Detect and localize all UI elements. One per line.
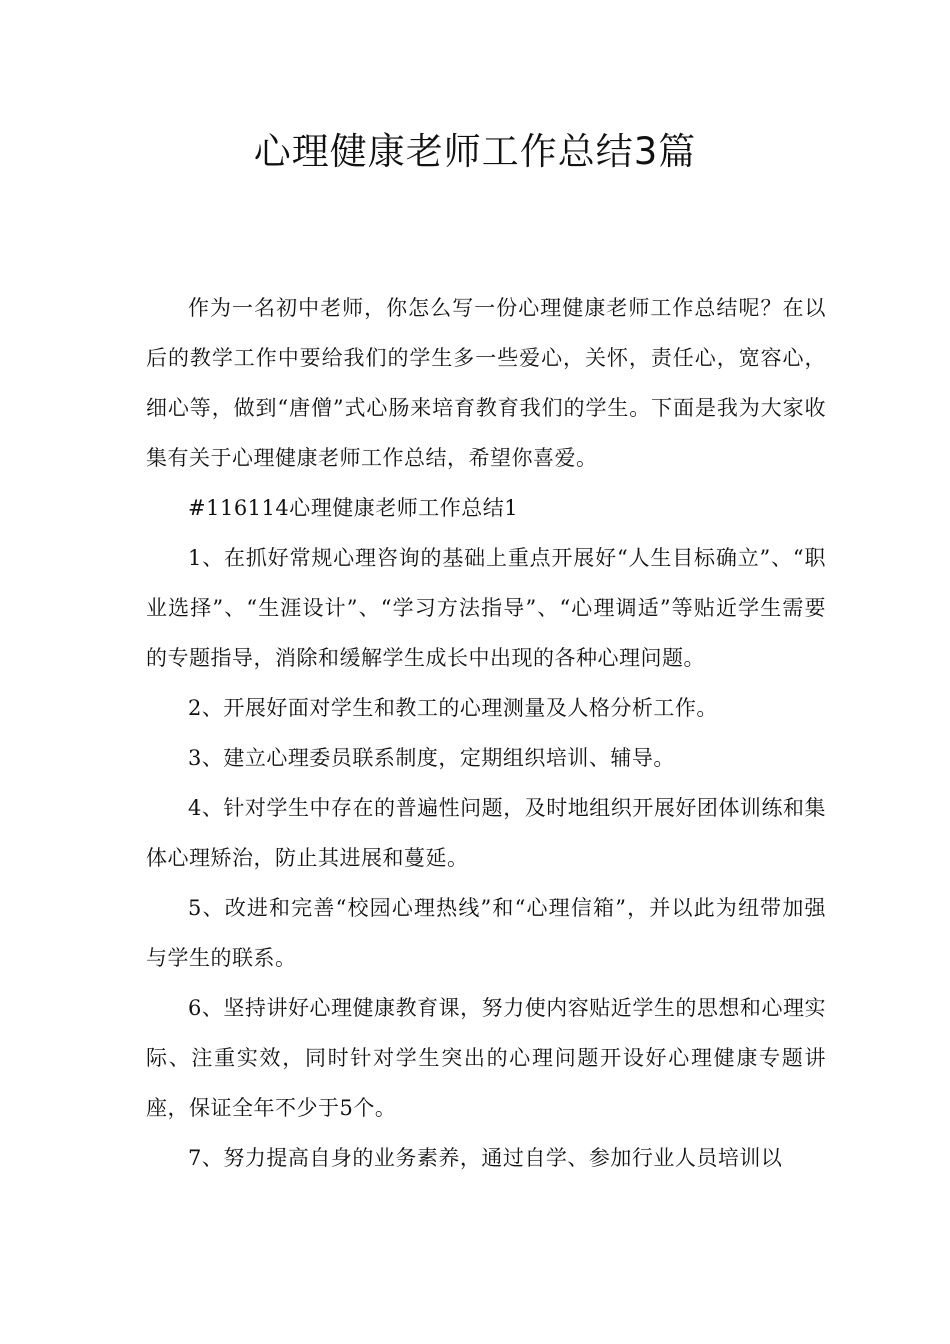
document-body — [146, 283, 826, 1183]
list-item: 6、坚持讲好心理健康教育课，努力使内容贴近学生的思想和心理实际、注重实效，同时针对学生突出的心理问题开设好心理健康专题讲座，保证全年不少于5个。 — [146, 996, 826, 1120]
list-item: 5、改进和完善“校园心理热线”和“心理信箱”，并以此为纽带加强与学生的联系。 — [146, 896, 826, 970]
section-heading: #116114心理健康老师工作总结1 — [188, 496, 519, 520]
list-item: 4、针对学生中存在的普遍性问题，及时地组织开展好团体训练和集体心理矫治，防止其进展和蔓延。 — [146, 796, 826, 870]
list-item: 3、建立心理委员联系制度，定期组织培训、辅导。 — [188, 746, 675, 770]
list-item: 7、努力提高自身的业务素养，通过自学、参加行业人员培训以 — [188, 1146, 783, 1170]
list-item: 1、在抓好常规心理咨询的基础上重点开展好“人生目标确立”、“职业选择”、“生涯设计”、“学习方法指导”、“心理调适”等贴近学生需要的专题指导，消除和缓解学生成长中出现的各种心理问题。 — [146, 546, 826, 670]
document-title: 心理健康老师工作总结3篇 — [253, 130, 697, 173]
list-item: 2、开展好面对学生和教工的心理测量及人格分析工作。 — [188, 696, 718, 720]
intro-paragraph: 作为一名初中老师，你怎么写一份心理健康老师工作总结呢？在以后的教学工作中要给我们的学生多一些爱心，关怀，责任心，宽容心，细心等，做到“唐僧”式心肠来培育教育我们的学生。下面是我为大家收集有关于心理健康老师工作总结，希望你喜爱。 — [146, 296, 826, 470]
